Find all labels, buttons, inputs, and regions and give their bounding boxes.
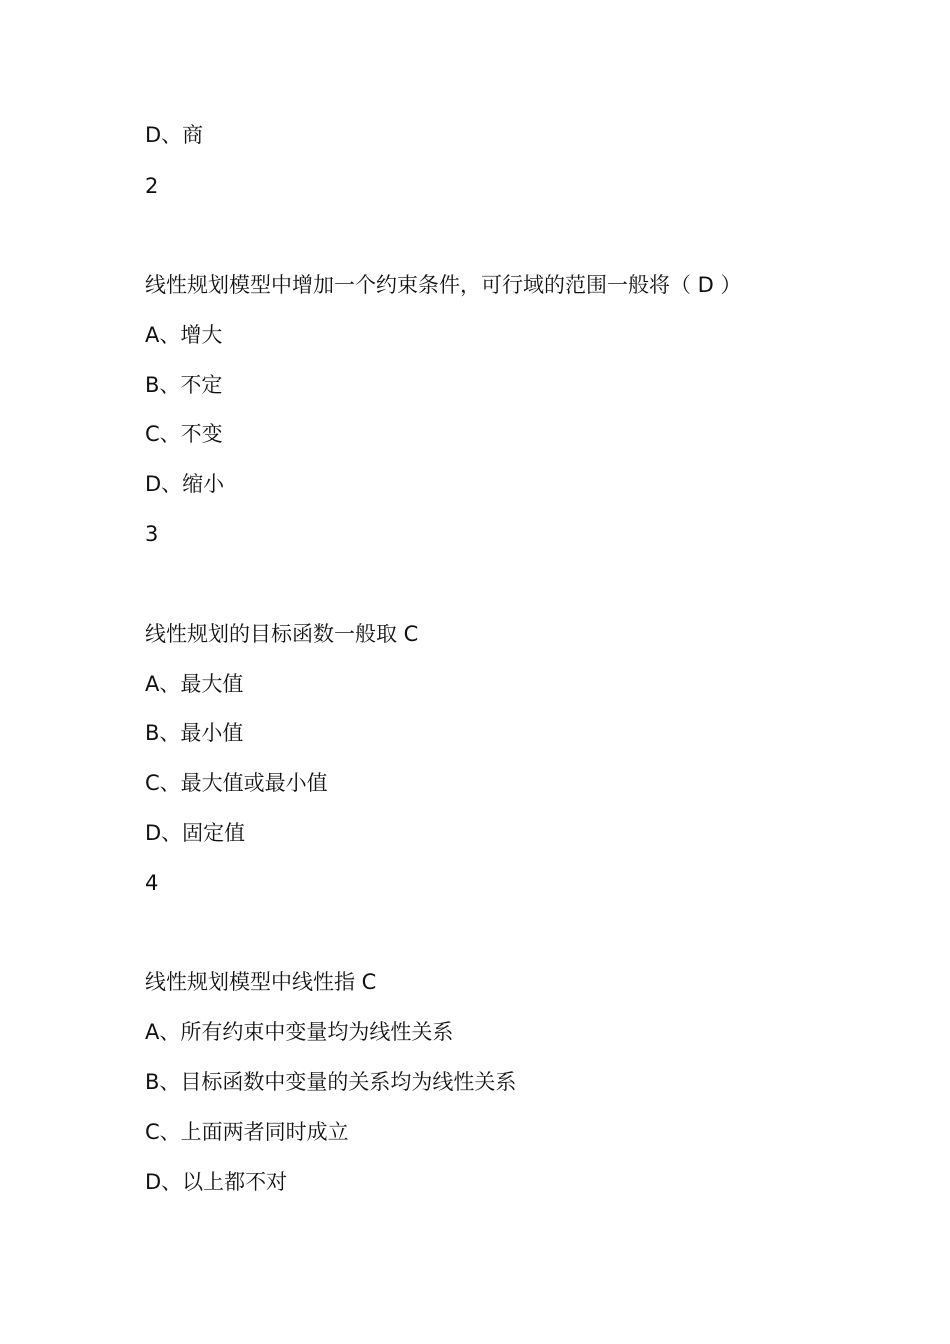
option-d-prev: D、商 <box>145 123 204 147</box>
question-3-option-c: C、最大值或最小值 <box>145 771 328 795</box>
question-3-text: 线性规划的目标函数一般取 C <box>145 622 419 646</box>
question-4-text: 线性规划模型中线性指 C <box>145 970 377 994</box>
question-3-option-b: B、最小值 <box>145 721 244 745</box>
question-4-option-a: A、所有约束中变量均为线性关系 <box>145 1020 454 1044</box>
question-4-option-c: C、上面两者同时成立 <box>145 1120 349 1144</box>
question-3-option-d: D、固定值 <box>145 821 246 845</box>
question-number-3: 3 <box>145 522 159 546</box>
question-2-option-b: B、不定 <box>145 373 223 397</box>
question-4-option-b: B、目标函数中变量的关系均为线性关系 <box>145 1070 517 1094</box>
question-2-option-a: A、增大 <box>145 323 223 347</box>
question-4-option-d: D、以上都不对 <box>145 1170 288 1194</box>
question-number-4: 4 <box>145 871 159 895</box>
question-3-option-a: A、最大值 <box>145 672 244 696</box>
question-2-option-c: C、不变 <box>145 422 223 446</box>
question-number-2: 2 <box>145 174 159 198</box>
question-2-option-d: D、缩小 <box>145 472 225 496</box>
question-2-text: 线性规划模型中增加一个约束条件，可行域的范围一般将（ D ） <box>145 273 742 297</box>
